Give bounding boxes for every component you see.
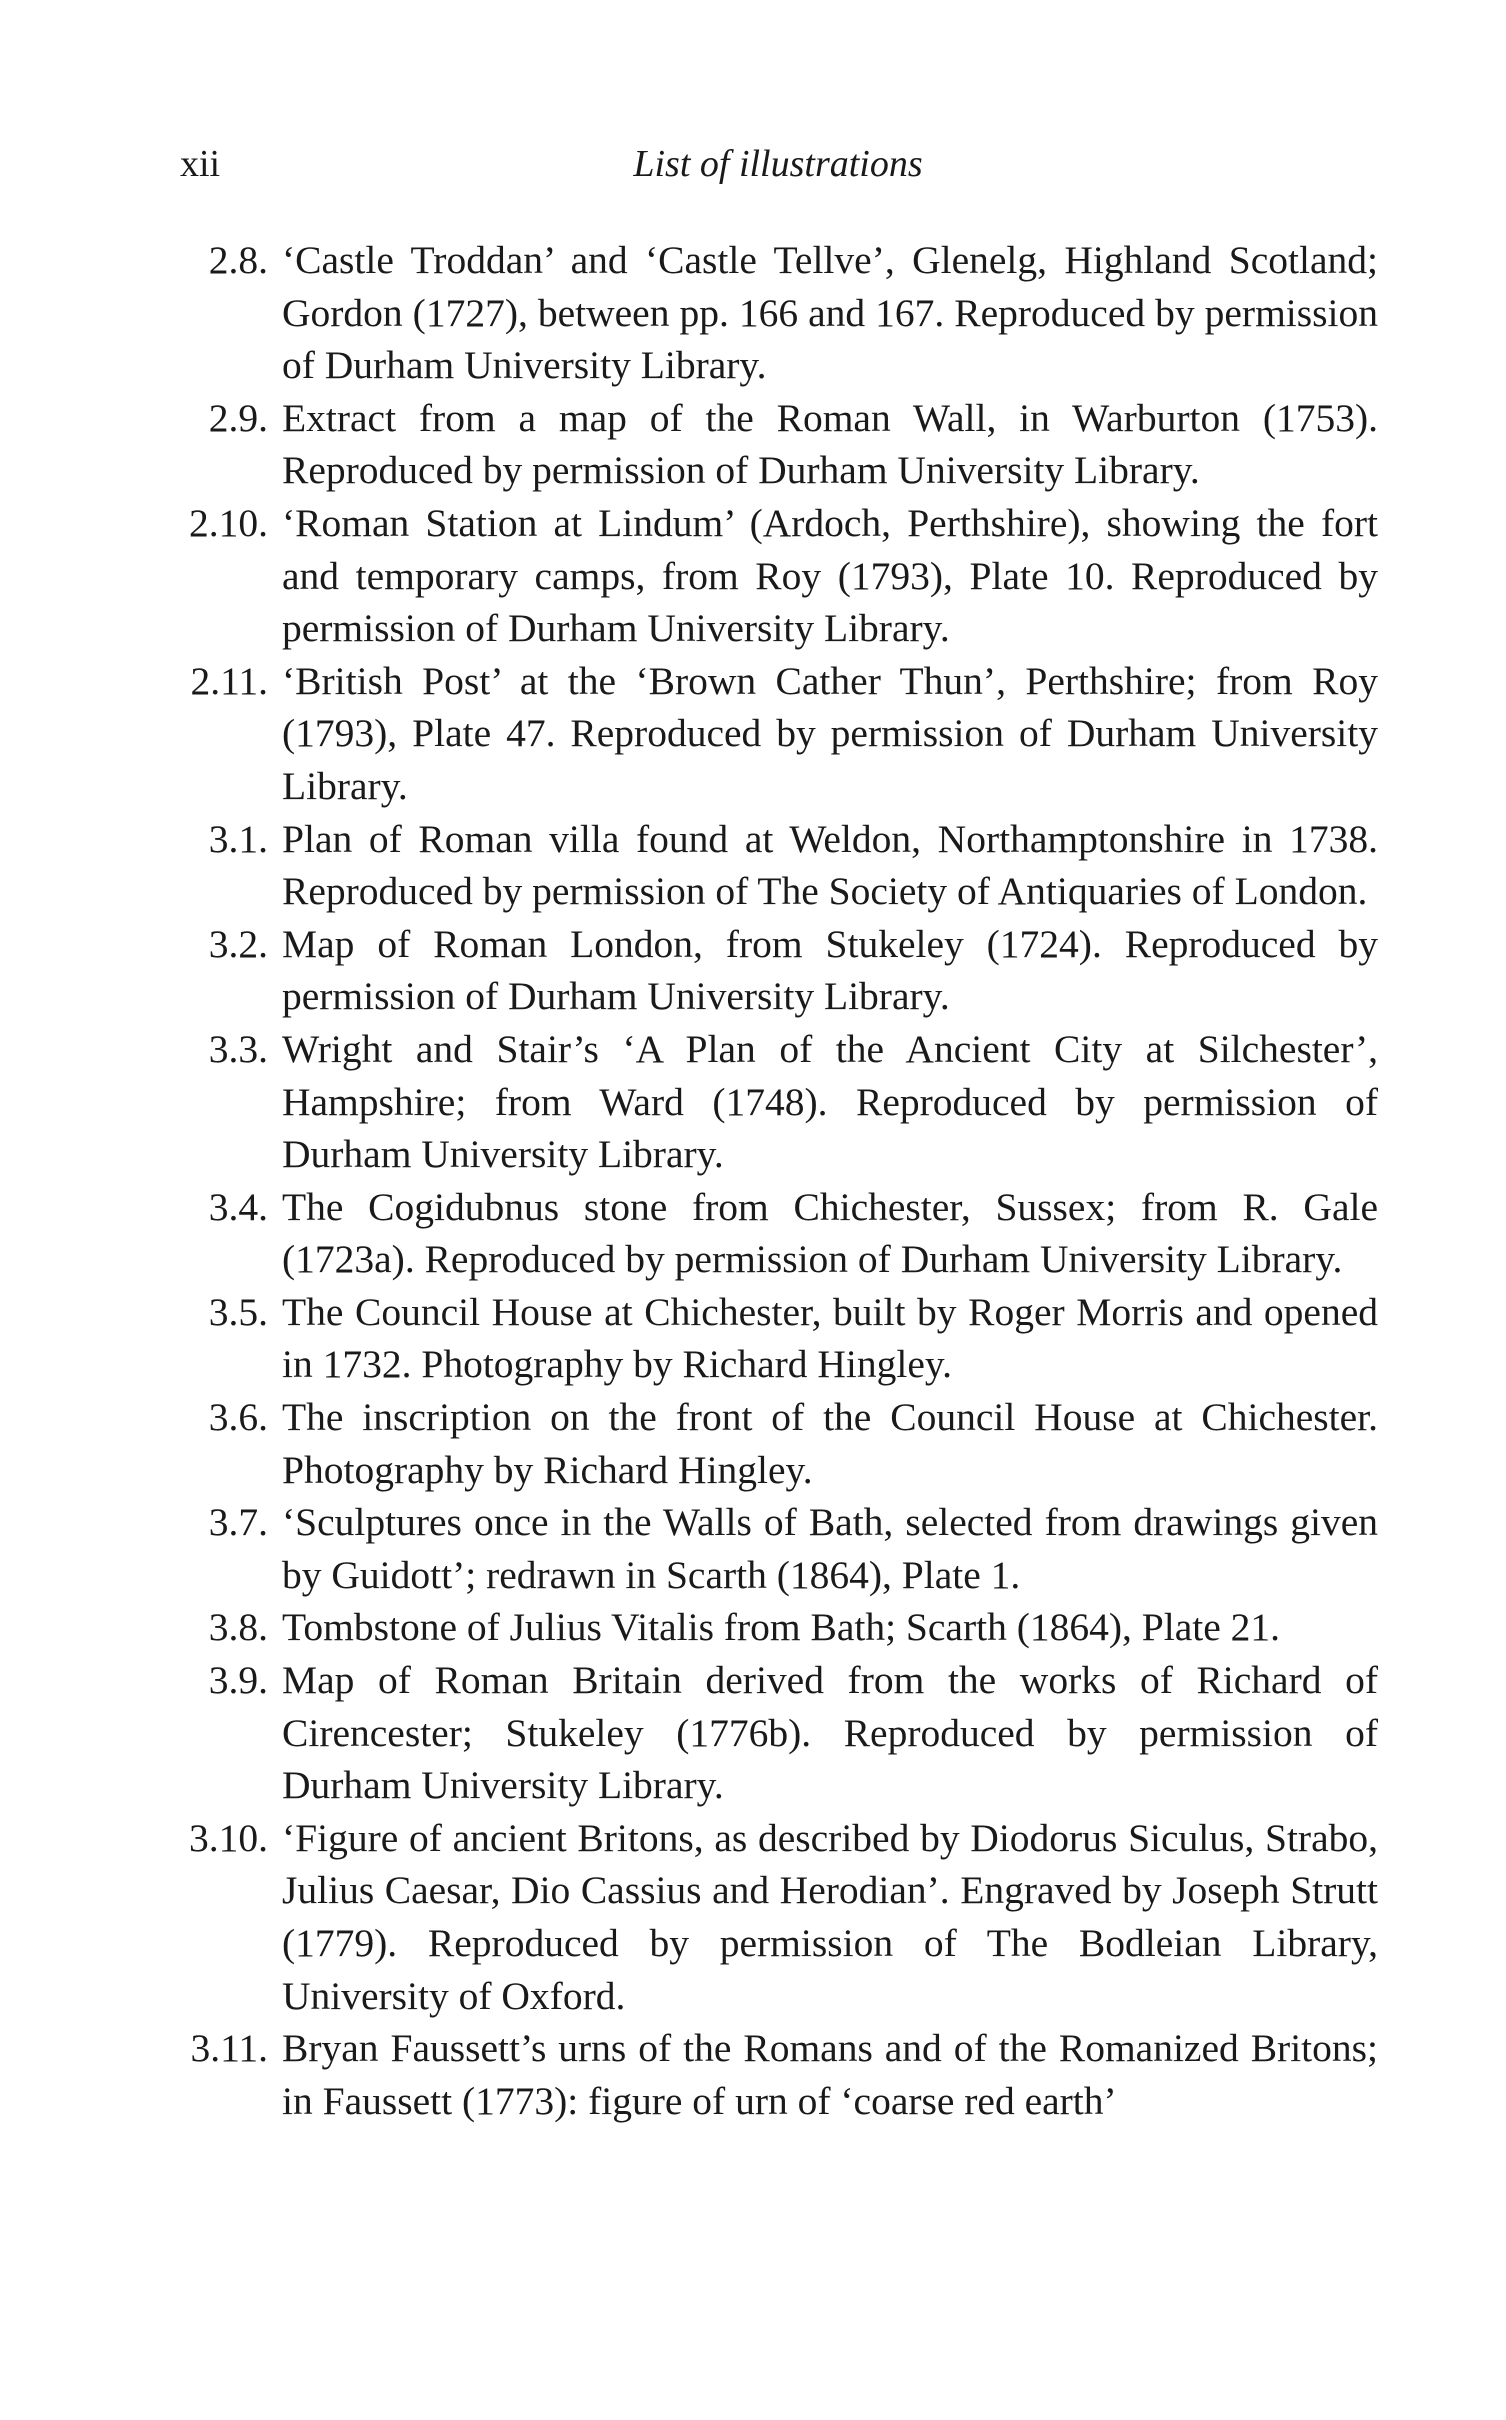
list-item (168, 1812, 1378, 2022)
entry-caption: Tombstone of Julius Vitalis from Bath; Scarth (1864), Plate 21. (282, 1605, 1280, 1650)
entry-caption: Plan of Roman villa found at Weldon, Northamptonshire in 1738. Reproduced by permission of The Society of Antiquaries of London. (282, 816, 1378, 914)
entry-caption: The inscription on the front of the Council House at Chichester. Photography by Richard Hingley. (282, 1395, 1378, 1492)
running-title: List of illustrations (633, 143, 923, 185)
illustration-list (168, 234, 1378, 2127)
page-number: xii (180, 143, 221, 185)
list-item (168, 813, 1378, 918)
entry-number: 3.5. (208, 1289, 268, 1334)
entry-caption: ‘Castle Troddan’ and ‘Castle Tellve’, Glenelg, Highland Scotland; Gordon (1727), between pp. 166 and 167. Reproduced by permission of Durham University Library. (282, 238, 1378, 388)
entry-caption: Bryan Faussett’s urns of the Romans and of the Romanized Britons; in Faussett (1773): figure of urn of ‘coarse red earth’ (282, 2026, 1378, 2123)
entry-number: 2.9. (208, 395, 268, 440)
entry-caption: Wright and Stair’s ‘A Plan of the Ancient City at Silchester’, Hampshire; from Ward (1748). Reproduced by permission of Durham University Library. (282, 1026, 1378, 1177)
entry-number: 2.8. (208, 238, 268, 282)
entry-caption: ‘Sculptures once in the Walls of Bath, selected from drawings given by Guidott’; redrawn in Scarth (1864), Plate 1. (282, 1500, 1378, 1597)
entry-number: 3.9. (208, 1658, 268, 1703)
list-item (168, 1391, 1378, 1496)
entry-caption: Map of Roman London, from Stukeley (1724). Reproduced by permission of Durham University Library. (282, 921, 1378, 1019)
entry-caption: Map of Roman Britain derived from the works of Richard of Cirencester; Stukeley (1776b). Reproduced by permission of Durham University Library. (282, 1658, 1378, 1808)
entry-number: 3.8. (208, 1605, 268, 1650)
list-item (168, 1286, 1378, 1391)
entry-caption: The Cogidubnus stone from Chichester, Sussex; from R. Gale (1723a). Reproduced by permission of Durham University Library. (282, 1184, 1378, 1282)
entry-caption: ‘Roman Station at Lindum’ (Ardoch, Perthshire), showing the fort and temporary camps, from Roy (1793), Plate 10. Reproduced by permission of Durham University Library. (282, 500, 1378, 651)
entry-number: 3.6. (208, 1395, 268, 1440)
entry-number: 3.10. (189, 1815, 268, 1860)
list-item (168, 1181, 1378, 1286)
entry-caption: The Council House at Chichester, built by Roger Morris and opened in 1732. Photography by Richard Hingley. (282, 1289, 1378, 1387)
entry-caption: ‘British Post’ at the ‘Brown Cather Thun’, Perthshire; from Roy (1793), Plate 47. Reproduced by permission of Durham University Library. (282, 658, 1378, 808)
list-item (168, 1601, 1378, 1654)
entry-number: 2.11. (190, 658, 268, 703)
list-item (168, 1654, 1378, 1812)
entry-number: 3.7. (208, 1500, 268, 1545)
list-item (168, 918, 1378, 1023)
list-item (168, 2022, 1378, 2127)
list-item (168, 234, 1378, 392)
entry-caption: Extract from a map of the Roman Wall, in Warburton (1753). Reproduced by permission of Durham University Library. (282, 395, 1378, 493)
list-item (168, 497, 1378, 655)
list-item (168, 1023, 1378, 1181)
entry-number: 2.10. (189, 500, 268, 545)
entry-number: 3.11. (190, 2026, 268, 2071)
entry-caption: ‘Figure of ancient Britons, as described by Diodorus Siculus, Strabo, Julius Caesar, Dio Cassius and Herodian’. Engraved by Joseph Strutt (1779). Reproduced by permission of The Bodleian Library, University of Oxford. (282, 1815, 1378, 2018)
entry-number: 3.2. (208, 921, 268, 966)
entry-number: 3.3. (208, 1026, 268, 1071)
entry-number: 3.4. (208, 1184, 268, 1229)
page-header (180, 142, 1376, 202)
entry-number: 3.1. (208, 816, 268, 861)
list-item (168, 1496, 1378, 1601)
list-item (168, 655, 1378, 813)
list-item (168, 392, 1378, 497)
